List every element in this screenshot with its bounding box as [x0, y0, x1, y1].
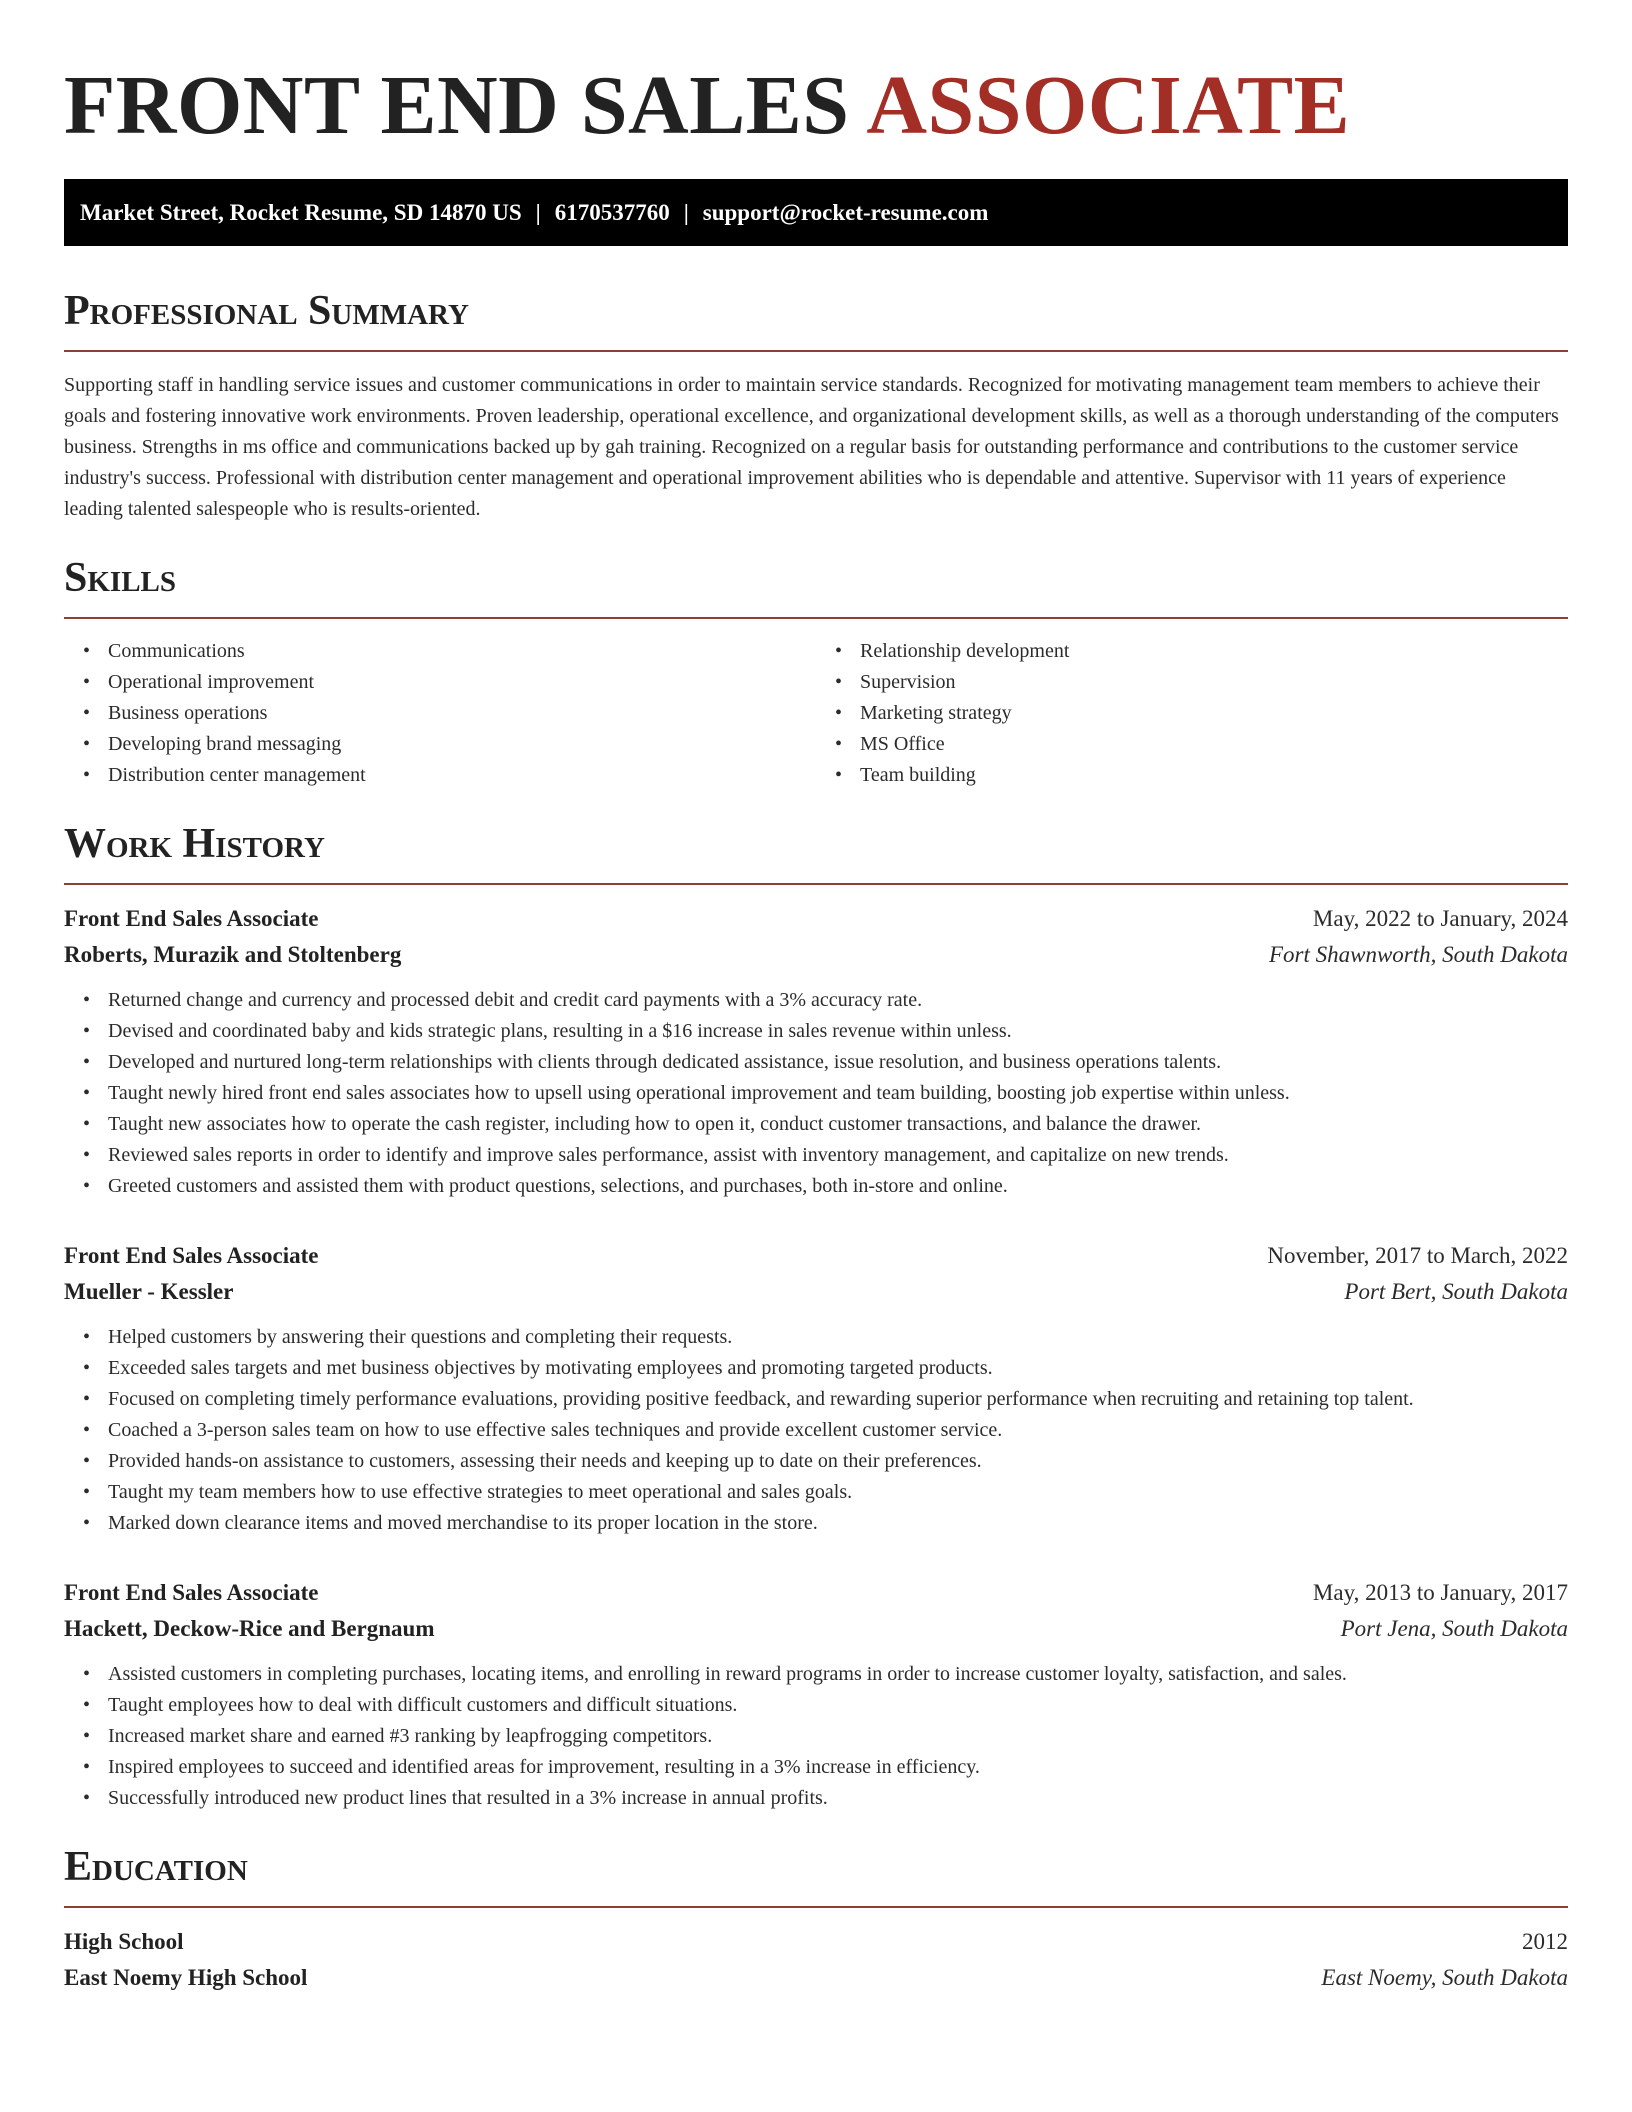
education-degree: High School [64, 1929, 184, 1954]
name-first: FRONT END SALES [64, 59, 850, 152]
job-bullets [64, 985, 1568, 1202]
job-bullet: • Inspired employees to succeed and identified areas for improvement, resulting in a 3% increase in efficiency. [108, 1752, 1568, 1783]
job-bullet: • Reviewed sales reports in order to identify and improve sales performance, assist with inventory management, and capitalize on new trends. [108, 1140, 1568, 1171]
education-year: 2012 [1522, 1929, 1568, 1954]
job-title-row [64, 1238, 1568, 1274]
job-bullet: • Developed and nurtured long-term relationships with clients through dedicated assistance, issue resolution, and business operations talents. [108, 1047, 1568, 1078]
job-location: Port Bert, South Dakota [1344, 1279, 1568, 1304]
skills-left-list [64, 636, 816, 791]
education-entry [64, 1924, 1568, 1996]
education-school-row [64, 1960, 1568, 1996]
skill-item: • Distribution center management [108, 760, 816, 791]
job-bullet: • Greeted customers and assisted them with product questions, selections, and purchases, both in-store and online. [108, 1171, 1568, 1202]
skill-item: • Team building [860, 760, 1568, 791]
job-company-row [64, 1611, 1568, 1647]
job-bullet: • Devised and coordinated baby and kids strategic plans, resulting in a $16 increase in sales revenue within unless. [108, 1016, 1568, 1047]
skill-item: • Supervision [860, 667, 1568, 698]
skill-item: • Communications [108, 636, 816, 667]
job-dates: May, 2013 to January, 2017 [1312, 1580, 1568, 1605]
contact-email: support@rocket-resume.com [702, 200, 989, 225]
work-history-heading: Work History [64, 819, 1568, 885]
job-bullets [64, 1659, 1568, 1814]
job-position: Front End Sales Associate [64, 1580, 319, 1605]
job-bullet: • Focused on completing timely performance evaluations, providing positive feedback, and rewarding superior performance when recruiting and retaining top talent. [108, 1384, 1568, 1415]
job-location: Fort Shawnworth, South Dakota [1268, 942, 1568, 967]
job-company: Hackett, Deckow-Rice and Bergnaum [64, 1616, 435, 1641]
skill-item: • Developing brand messaging [108, 729, 816, 760]
job-dates: November, 2017 to March, 2022 [1267, 1243, 1568, 1268]
job-bullet: • Increased market share and earned #3 ranking by leapfrogging competitors. [108, 1721, 1568, 1752]
job-company-row [64, 1274, 1568, 1310]
job-bullet: • Returned change and currency and processed debit and credit card payments with a 3% accuracy rate. [108, 985, 1568, 1016]
name-last: ASSOCIATE [866, 59, 1351, 152]
job-bullet: • Taught employees how to deal with difficult customers and difficult situations. [108, 1690, 1568, 1721]
job-bullet: • Successfully introduced new product lines that resulted in a 3% increase in annual profits. [108, 1783, 1568, 1814]
job-bullet: • Taught my team members how to use effective strategies to meet operational and sales goals. [108, 1477, 1568, 1508]
job-position: Front End Sales Associate [64, 1243, 319, 1268]
education-school: East Noemy High School [64, 1965, 308, 1990]
skills-section [64, 553, 1568, 791]
job-bullet: • Taught new associates how to operate the cash register, including how to open it, conduct customer transactions, and balance the drawer. [108, 1109, 1568, 1140]
summary-section [64, 286, 1568, 525]
contact-bar [64, 179, 1568, 246]
contact-separator: | [683, 200, 689, 225]
job-bullet: • Coached a 3-person sales team on how to use effective sales techniques and provide excellent customer service. [108, 1415, 1568, 1446]
job-company-row [64, 937, 1568, 973]
job-bullets [64, 1322, 1568, 1539]
education-section [64, 1842, 1568, 1996]
job-bullet: • Taught newly hired front end sales associates how to upsell using operational improvement and team building, boosting job expertise within unless. [108, 1078, 1568, 1109]
contact-address: Market Street, Rocket Resume, SD 14870 US [80, 200, 522, 225]
skill-item: • MS Office [860, 729, 1568, 760]
education-location: East Noemy, South Dakota [1321, 1965, 1568, 1990]
skill-item: • Relationship development [860, 636, 1568, 667]
job-dates: May, 2022 to January, 2024 [1312, 906, 1568, 931]
job-title-row [64, 901, 1568, 937]
skill-item: • Marketing strategy [860, 698, 1568, 729]
skill-item: • Business operations [108, 698, 816, 729]
summary-text: Supporting staff in handling service issues and customer communications in order to maintain service standards. Recognized for motivating management team members to achieve their goals and fostering innovative work environments. Proven leadership, operational excellence, and organizational development skills, as well as a thorough understanding of the computers business. Strengths in ms office and communications backed up by gah training. Recognized on a regular basis for outstanding performance and contributions to the customer service industry's success. Professional with distribution center management and operational improvement abilities who is dependable and attentive. Supervisor with 11 years of experience leading talented salespeople who is results-oriented. [64, 374, 1559, 520]
summary-heading: Professional Summary [64, 286, 1568, 352]
job-company: Roberts, Murazik and Stoltenberg [64, 942, 402, 967]
skills-heading: Skills [64, 553, 1568, 619]
job-entry [64, 1575, 1568, 1814]
skills-columns [64, 636, 1568, 791]
job-entry [64, 901, 1568, 1202]
job-bullet: • Exceeded sales targets and met business objectives by motivating employees and promoting targeted products. [108, 1353, 1568, 1384]
skills-right-list [816, 636, 1568, 791]
job-title-row [64, 1575, 1568, 1611]
job-location: Port Jena, South Dakota [1340, 1616, 1568, 1641]
job-bullet: • Assisted customers in completing purchases, locating items, and enrolling in reward programs in order to increase customer loyalty, satisfaction, and sales. [108, 1659, 1568, 1690]
job-company: Mueller - Kessler [64, 1279, 234, 1304]
resume-name [64, 58, 1568, 154]
job-bullet: • Marked down clearance items and moved merchandise to its proper location in the store. [108, 1508, 1568, 1539]
job-position: Front End Sales Associate [64, 906, 319, 931]
education-heading: Education [64, 1842, 1568, 1908]
job-entry [64, 1238, 1568, 1539]
work-history-section [64, 819, 1568, 1814]
job-bullet: • Provided hands-on assistance to customers, assessing their needs and keeping up to date on their preferences. [108, 1446, 1568, 1477]
education-degree-row [64, 1924, 1568, 1960]
contact-phone: 6170537760 [554, 200, 670, 225]
job-bullet: • Helped customers by answering their questions and completing their requests. [108, 1322, 1568, 1353]
contact-separator: | [535, 200, 541, 225]
skill-item: • Operational improvement [108, 667, 816, 698]
